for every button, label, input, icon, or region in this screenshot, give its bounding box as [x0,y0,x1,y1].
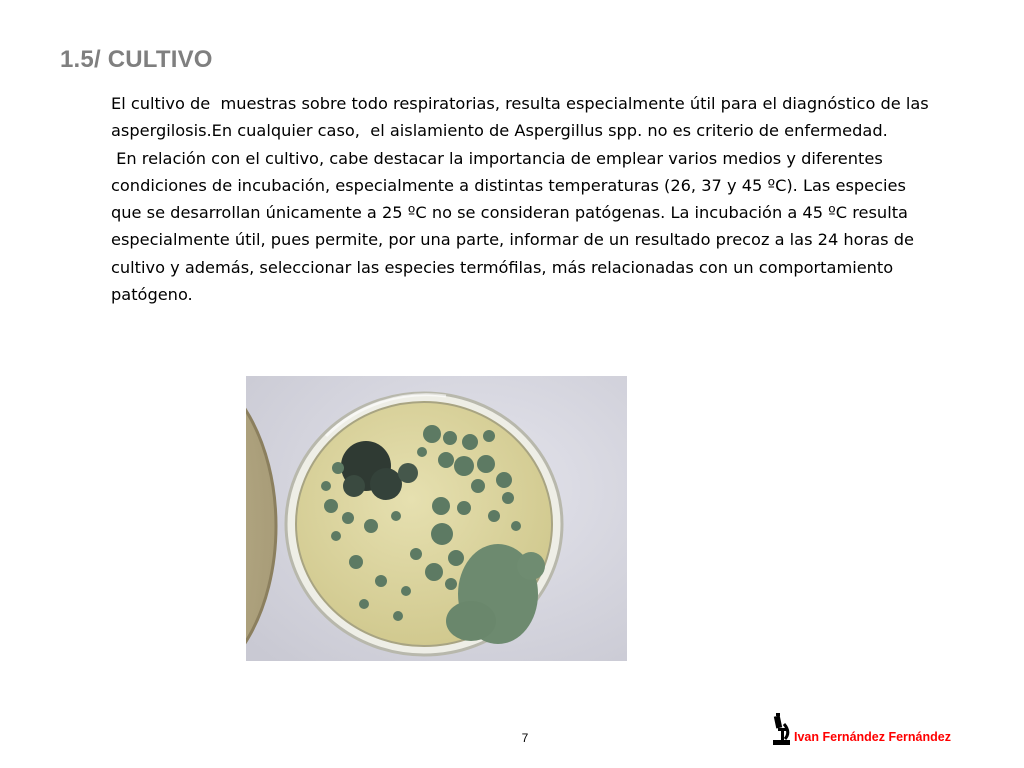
body-text [111,90,941,308]
author-name: Ivan Fernández Fernández [794,730,951,744]
slide-title: 1.5/ CULTIVO [60,46,213,73]
page-number: 7 [521,731,529,745]
footer-brand [770,712,951,746]
paragraph-2: En relación con el cultivo, cabe destacar la importancia de emplear varios medios y diferentes condiciones de incubación, especialmente a distintas temperaturas (26, 37 y 45 ºC). Las especies que se desarrollan únicamente a 25 ºC no se consideran patógenas. La incubación a 45 ºC resulta especialmente útil, pues permite, por una parte, informar de un resultado precoz a las 24 horas de cultivo y además, seleccionar las especies termófilas, más relacionadas con un comportamiento patógeno. [111,148,920,305]
paragraph-1: El cultivo de muestras sobre todo respiratorias, resulta especialmente útil para el diagnóstico de las aspergilosis.En cualquier caso, el aislamiento de Aspergillus spp. no es criterio de enfermedad. [111,94,934,141]
petri-dish-photo [246,376,627,661]
microscope-icon [770,712,792,746]
